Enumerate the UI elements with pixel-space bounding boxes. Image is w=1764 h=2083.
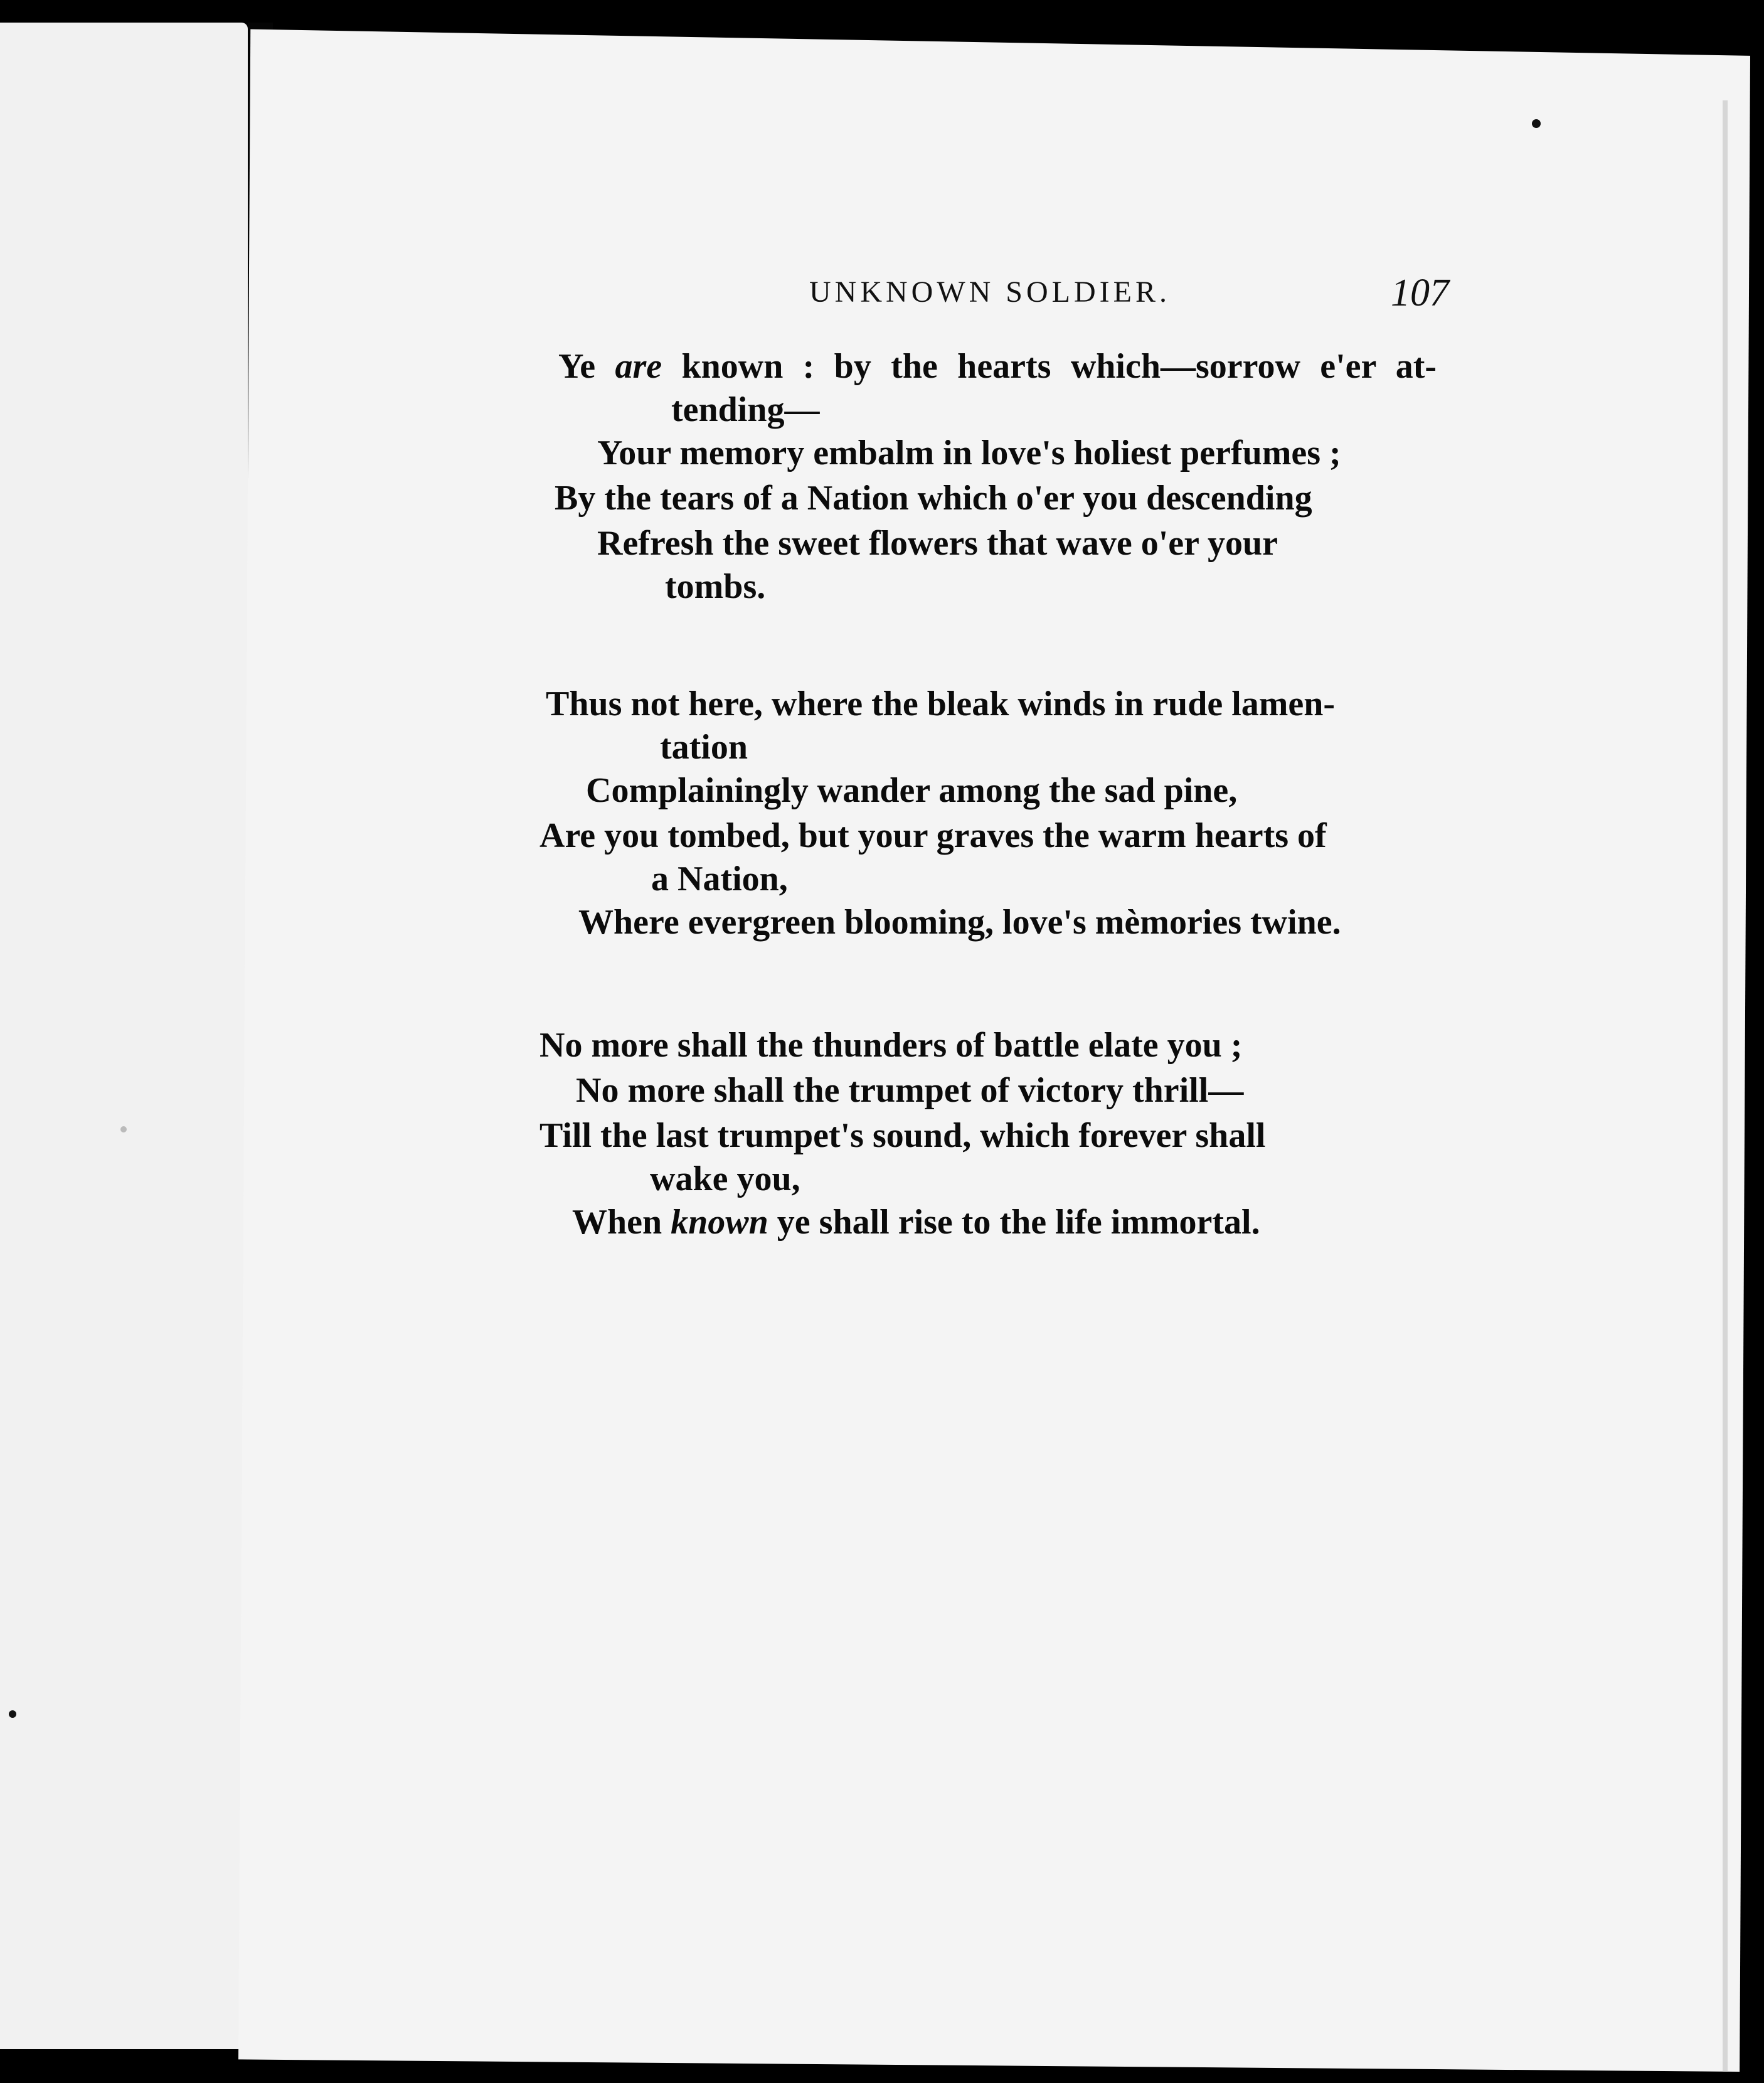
- poem-line: Complainingly wander among the sad pine,: [586, 771, 1238, 810]
- poem-line-continuation: a Nation,: [651, 860, 788, 898]
- poem: [539, 344, 1443, 1323]
- poem-line: Refresh the sweet flowers that wave o'er your: [597, 524, 1278, 563]
- poem-line: No more shall the trumpet of victory thrill—: [576, 1071, 1244, 1110]
- speck-mark: [120, 1126, 127, 1132]
- poem-line-continuation: wake you,: [650, 1159, 800, 1198]
- poem-line-continuation: tation: [660, 728, 748, 767]
- poem-line: Thus not here, where the bleak winds in rude lamen-: [546, 685, 1336, 723]
- poem-line: Your memory embalm in love's holiest perfumes ;: [597, 434, 1341, 472]
- poem-line-continuation: tending—: [671, 390, 820, 429]
- speck-mark: [1532, 119, 1541, 128]
- poem-line: By the tears of a Nation which o'er you descending: [555, 479, 1312, 518]
- stanza-1: [539, 344, 1443, 607]
- poem-line: Ye are known : by the hearts which—sorrow e'er at-: [558, 347, 1437, 386]
- poem-line: Where evergreen blooming, love's mèmories twine.: [578, 903, 1341, 942]
- poem-line-continuation: tombs.: [665, 567, 766, 606]
- poem-line: No more shall the thunders of battle elate you ;: [539, 1026, 1243, 1065]
- poem-line: Till the last trumpet's sound, which forever shall: [539, 1116, 1266, 1155]
- stanza-3: [539, 1023, 1443, 1245]
- running-title: UNKNOWN SOLDIER.: [809, 275, 1171, 309]
- poem-line: When known ye shall rise to the life immortal.: [572, 1203, 1260, 1242]
- speck-mark: [9, 1710, 16, 1718]
- facing-page: [0, 23, 248, 2049]
- stanza-2: [539, 681, 1443, 945]
- page-number: 107: [1391, 272, 1449, 314]
- page-edge: [1723, 100, 1728, 2083]
- poem-line: Are you tombed, but your graves the warm hearts of: [539, 816, 1327, 855]
- page-header: [809, 272, 1449, 325]
